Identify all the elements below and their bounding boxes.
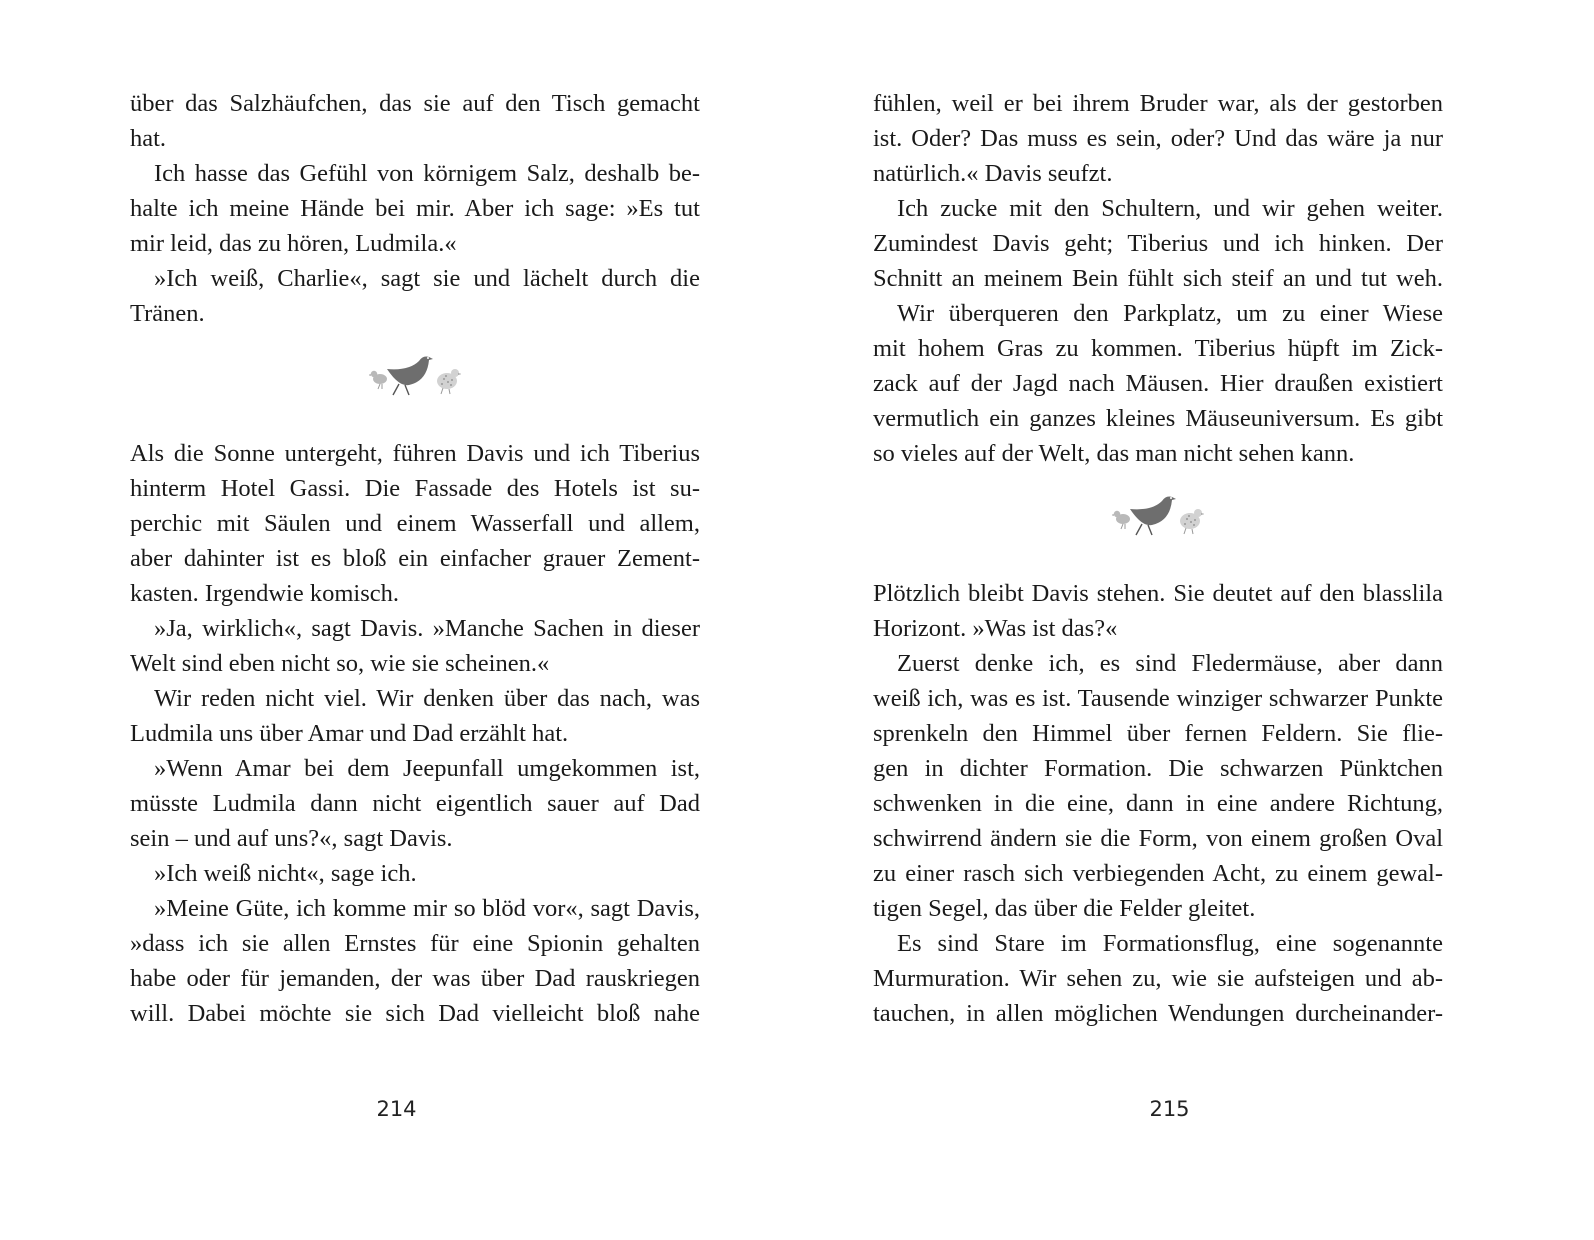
text-line: sein – und auf uns?«, sagt Davis. [130, 825, 453, 852]
text-line: hat. [130, 125, 167, 152]
text-line: Ich zucke mit den Schultern, und wir gehen weiter. [897, 195, 1443, 222]
text-line: schwirrend ändern sie die Form, von einem großen Oval [873, 825, 1443, 852]
left-text-column [130, 86, 700, 1031]
text-line: vermutlich ein ganzes kleines Mäuseuniversum. Es gibt [873, 405, 1443, 432]
text-line: Welt sind eben nicht so, wie sie scheinen.« [130, 650, 550, 677]
text-line: hinterm Hotel Gassi. Die Fassade des Hotels ist su- [130, 475, 700, 502]
text-line: »Ich weiß, Charlie«, sagt sie und lächelt durch die [154, 265, 700, 292]
text-line: Zuerst denke ich, es sind Fledermäuse, aber dann [897, 650, 1443, 677]
page-number: 215 [1149, 1097, 1190, 1121]
text-line: »Ich weiß nicht«, sage ich. [154, 860, 417, 887]
text-line: aber dahinter ist es bloß ein einfacher grauer Zement- [130, 545, 700, 572]
text-line: »Meine Güte, ich komme mir so blöd vor«, sagt Davis, [154, 895, 700, 922]
text-line: mir leid, das zu hören, Ludmila.« [130, 230, 457, 257]
text-line: Wir überqueren den Parkplatz, um zu einer Wiese [897, 300, 1443, 327]
text-line: fühlen, weil er bei ihrem Bruder war, als der gestorben [873, 90, 1443, 117]
text-line: kasten. Irgendwie komisch. [130, 580, 399, 607]
text-line: über das Salzhäufchen, das sie auf den Tisch gemacht [130, 90, 700, 117]
text-line: zack auf der Jagd nach Mäusen. Hier draußen existiert [873, 370, 1443, 397]
text-line: Tränen. [130, 300, 205, 327]
text-line: Schnitt an meinem Bein fühlt sich steif an und tut weh. [873, 265, 1443, 292]
text-line: zu einer rasch sich verbiegenden Acht, zu einem gewal- [873, 860, 1443, 887]
text-line: »Ja, wirklich«, sagt Davis. »Manche Sachen in dieser [154, 615, 700, 642]
text-line: gen in dichter Formation. Die schwarzen Pünktchen [873, 755, 1443, 782]
section-break-ornament [130, 331, 700, 436]
text-line: schwenken in die eine, dann in eine andere Richtung, [873, 790, 1443, 817]
page-number: 214 [376, 1097, 417, 1121]
text-line: tauchen, in allen möglichen Wendungen durcheinander- [873, 1000, 1443, 1027]
text-line: so vieles auf der Welt, das man nicht sehen kann. [873, 440, 1355, 467]
text-line: »Wenn Amar bei dem Jeepunfall umgekommen ist, [154, 755, 700, 782]
text-line: will. Dabei möchte sie sich Dad vielleicht bloß nahe [130, 1000, 700, 1027]
text-line: müsste Ludmila dann nicht eigentlich sauer auf Dad [130, 790, 700, 817]
text-line: Plötzlich bleibt Davis stehen. Sie deutet auf den blasslila [873, 580, 1443, 607]
text-line: weiß ich, was es ist. Tausende winziger schwarzer Punkte [873, 685, 1443, 712]
text-line: Murmuration. Wir sehen zu, wie sie aufsteigen und ab- [873, 965, 1443, 992]
text-line: Horizont. »Was ist das?« [873, 615, 1118, 642]
section-break-ornament [873, 471, 1443, 576]
text-line: halte ich meine Hände bei mir. Aber ich sage: »Es tut [130, 195, 700, 222]
three-birds-icon [1112, 491, 1204, 537]
right-text-column [873, 86, 1443, 1031]
text-line: Es sind Stare im Formationsflug, eine sogenannte [897, 930, 1443, 957]
text-line: ist. Oder? Das muss es sein, oder? Und das wäre ja nur [873, 125, 1443, 152]
text-line: Als die Sonne untergeht, führen Davis und ich Tiberius [130, 440, 700, 467]
right-page [797, 0, 1594, 1240]
text-line: natürlich.« Davis seufzt. [873, 160, 1113, 187]
text-line: sprenkeln den Himmel über fernen Feldern. Sie flie- [873, 720, 1443, 747]
text-line: Zumindest Davis geht; Tiberius und ich hinken. Der [873, 230, 1443, 257]
text-line: tigen Segel, das über die Felder gleitet. [873, 895, 1256, 922]
three-birds-icon [369, 351, 461, 397]
text-line: Ich hasse das Gefühl von körnigem Salz, deshalb be- [154, 160, 700, 187]
text-line: »dass ich sie allen Ernstes für eine Spionin gehalten [130, 930, 700, 957]
text-line: habe oder für jemanden, der was über Dad rauskriegen [130, 965, 700, 992]
text-line: Wir reden nicht viel. Wir denken über das nach, was [154, 685, 700, 712]
text-line: mit hohem Gras zu kommen. Tiberius hüpft im Zick- [873, 335, 1443, 362]
text-line: perchic mit Säulen und einem Wasserfall und allem, [130, 510, 700, 537]
text-line: Ludmila uns über Amar und Dad erzählt hat. [130, 720, 569, 747]
